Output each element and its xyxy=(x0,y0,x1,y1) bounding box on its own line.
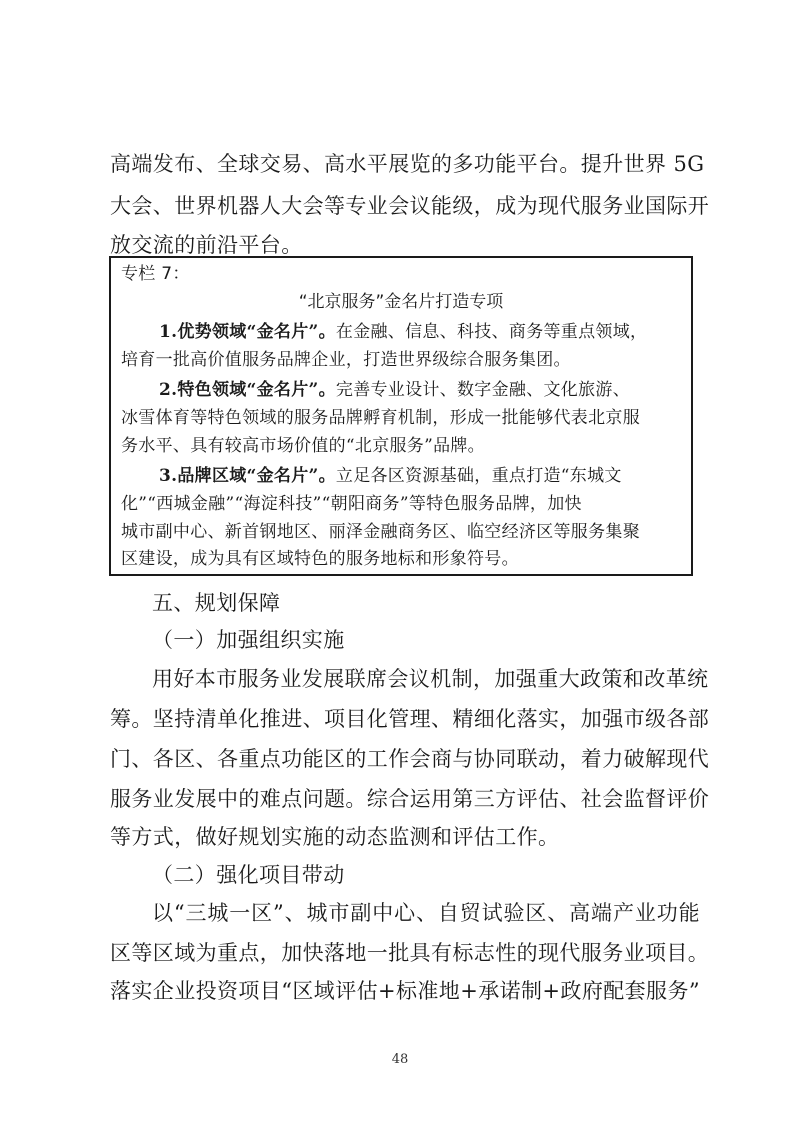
box-item-1-line-1 xyxy=(159,318,683,346)
sub1-line-3: 门、各区、各重点功能区的工作会商与协同联动，着力破解现代 xyxy=(110,747,710,771)
section-heading: 五、规划保障 xyxy=(152,591,281,615)
sub1-line-4: 服务业发展中的难点问题。综合运用第三方评估、社会监督评价 xyxy=(110,787,710,811)
sub1-heading: （一）加强组织实施 xyxy=(152,628,345,652)
box-item-2-head: 2.特色领域“金名片”。 xyxy=(159,380,336,400)
intro-line-2: 大会、世界机器人大会等专业会议能级，成为现代服务业国际开 xyxy=(110,194,710,218)
box-item-3-line-3: 城市副中心、新首钢地区、丽泽金融商务区、临空经济区等服务集聚 xyxy=(121,522,640,542)
box-item-2-line-3: 务水平、具有较高市场价值的“北京服务”品牌。 xyxy=(121,436,485,456)
box-item-3-head: 3.品牌区域“金名片”。 xyxy=(159,466,336,486)
sub2-heading: （二）强化项目带动 xyxy=(152,863,345,887)
sub1-line-2: 筹。坚持清单化推进、项目化管理、精细化落实，加强市级各部 xyxy=(110,707,710,731)
sub2-line-1: 以“三城一区”、城市副中心、自贸试验区、高端产业功能 xyxy=(152,901,700,925)
intro-line-1: 高端发布、全球交易、高水平展览的多功能平台。提升世界 5G xyxy=(110,152,705,176)
box-item-1-head: 1.优势领域“金名片”。 xyxy=(159,322,336,342)
column-box xyxy=(109,256,693,576)
box-item-3-line-1 xyxy=(159,462,683,490)
box-item-3-text: 立足各区资源基础，重点打造“东城文 xyxy=(335,466,622,486)
sub2-line-2: 区等区域为重点，加快落地一批具有标志性的现代服务业项目。 xyxy=(110,941,710,965)
box-item-3-line-4: 区建设，成为具有区域特色的服务地标和形象符号。 xyxy=(121,549,519,569)
sub1-line-5: 等方式，做好规划实施的动态监测和评估工作。 xyxy=(110,825,560,849)
box-item-2-text: 完善专业设计、数字金融、文化旅游、 xyxy=(335,380,631,400)
box-item-2-line-2: 冰雪体育等特色领域的服务品牌孵育机制，形成一批能够代表北京服 xyxy=(121,408,640,428)
column-label: 专栏 7： xyxy=(121,264,190,284)
box-item-1-line-2: 培育一批高价值服务品牌企业，打造世界级综合服务集团。 xyxy=(121,350,571,370)
box-item-2-line-1 xyxy=(159,376,683,404)
box-item-3-line-2: 化”“西城金融”“海淀科技”“朝阳商务”等特色服务品牌，加快 xyxy=(121,494,582,514)
page-number: 48 xyxy=(391,1052,409,1067)
box-item-1-text: 在金融、信息、科技、商务等重点领域， xyxy=(335,322,648,342)
sub2-line-3: 落实企业投资项目“区域评估+标准地+承诺制+政府配套服务” xyxy=(110,979,700,1003)
intro-line-3: 放交流的前沿平台。 xyxy=(110,233,303,257)
sub1-line-1: 用好本市服务业发展联席会议机制，加强重大政策和改革统 xyxy=(152,667,709,691)
column-title: “北京服务”金名片打造专项 xyxy=(298,292,504,312)
